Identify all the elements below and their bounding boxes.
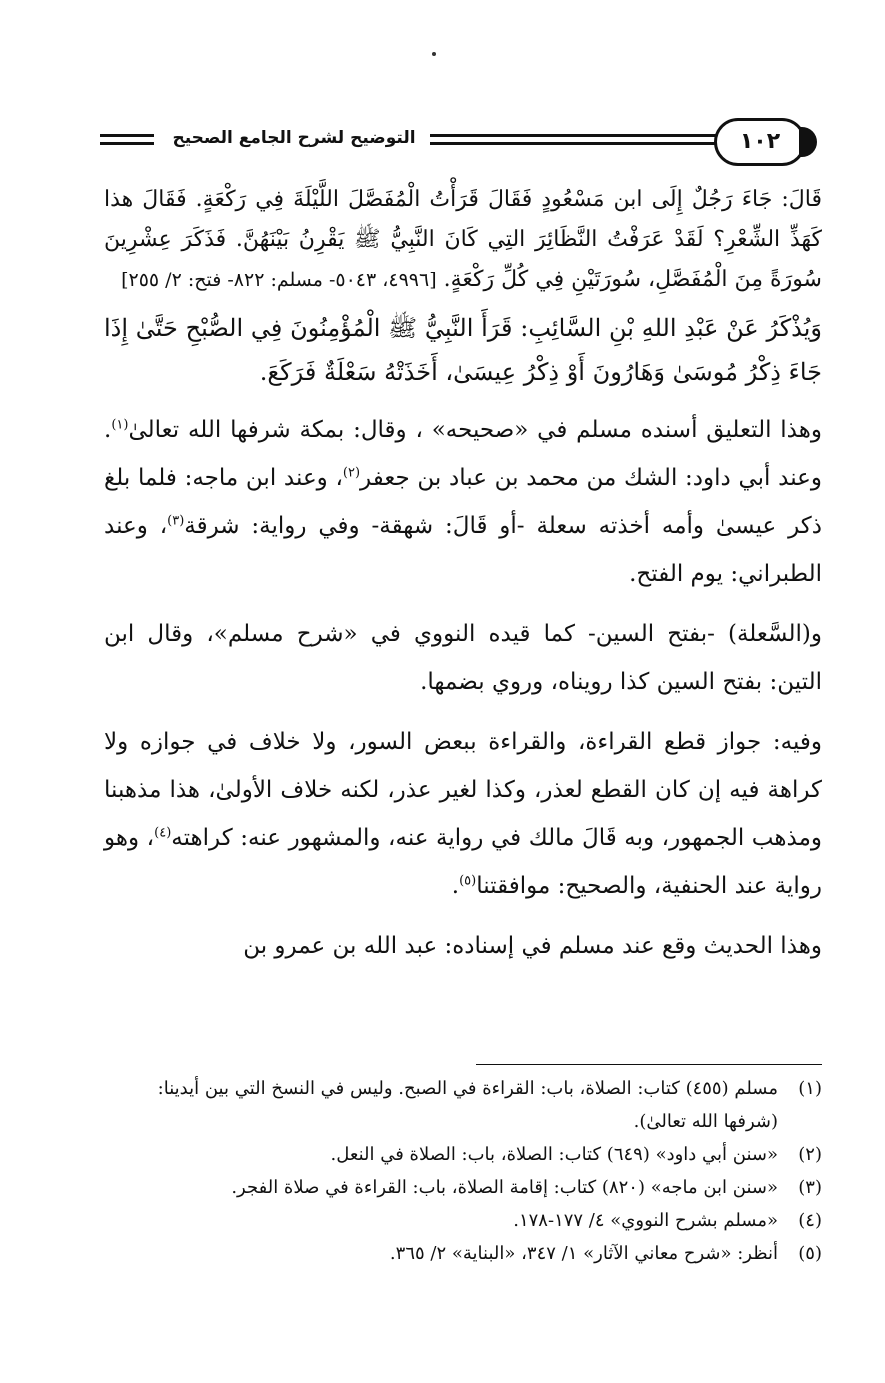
footnote-marker-1[interactable]: (١) [111, 417, 129, 433]
footnote-number: (٥) [798, 1243, 822, 1264]
commentary-paragraph-3 [104, 718, 822, 910]
footnote-text: «مسلم بشرح النووي» ٤/ ١٧٧-١٧٨. [513, 1210, 778, 1231]
footnote-text: أنظر: «شرح معاني الآثار» ١/ ٣٤٧، «البناية» ٢/ ٣٦٥. [389, 1243, 778, 1264]
hadith-reference: [٤٩٩٦، ٥٠٤٣- مسلم: ٨٢٢- فتح: ٢/ ٢٥٥] [121, 269, 437, 291]
footnote-2 [104, 1138, 822, 1171]
footnote-number: (٢) [798, 1144, 822, 1165]
hadith-paragraph [104, 180, 822, 300]
page-speck [432, 52, 436, 56]
footnote-marker-3[interactable]: (٣) [167, 513, 185, 529]
commentary-text: وفيه: جواز قطع القراءة، والقراءة ببعض السور، ولا خلاف في جوازه ولا كراهة فيه إن كان القطع لعذر، وكذا لغير عذر، لكنه خلاف الأولىٰ، هذا مذهبنا ومذهب الجمهور، وبه قَالَ مالك في رواية عنه، والمشهور عنه: كراهته [104, 729, 823, 851]
hadith-text: قَالَ: جَاءَ رَجُلٌ إِلَى ابن مَسْعُودٍ فَقَالَ قَرَأْتُ الْمُفَصَّلَ اللَّيْلَةَ فِي رَكْعَةٍ. فَقَالَ هذا كَهَذِّ الشِّعْرِ؟ لَقَدْ عَرَفْتُ النَّظَائِرَ التِي كَانَ النَّبِيُّ ﷺ يَقْرِنُ بَيْنَهُنَّ. فَذَكَرَ عِشْرِينَ سُورَةً مِنَ الْمُفَصَّلِ، سُورَتَيْنِ فِي كُلِّ رَكْعَةٍ. [104, 187, 822, 292]
footnote-number: (٣) [798, 1177, 822, 1198]
footnote-3 [104, 1171, 822, 1204]
footnote-marker-2[interactable]: (٢) [342, 465, 361, 481]
commentary-text: . [451, 873, 460, 899]
commentary-text: وهذا التعليق أسنده مسلم في «صحيحه» ، وقال: بمكة شرفها الله تعالىٰ [128, 417, 822, 443]
footnote-marker-5[interactable]: (٥) [459, 873, 477, 889]
footnote-number: (٤) [798, 1210, 822, 1231]
running-header [100, 118, 822, 170]
commentary-text: ، وعند الطبراني: يوم الفتح. [104, 513, 822, 587]
footnote-text: مسلم (٤٥٥) كتاب: الصلاة، باب: القراءة في الصبح. وليس في النسخ التي بين أيدينا: (شرفها الله تعالىٰ). [157, 1078, 778, 1132]
commentary-paragraph-1 [104, 406, 822, 598]
footnote-5 [104, 1237, 822, 1270]
footnote-number: (١) [798, 1078, 822, 1099]
footnote-1 [104, 1072, 822, 1138]
footnote-separator [476, 1064, 822, 1065]
header-rule-left [100, 134, 154, 150]
footnote-4 [104, 1204, 822, 1237]
book-title: التوضيح لشرح الجامع الصحيح [172, 128, 416, 148]
main-text [104, 180, 822, 982]
footnote-marker-4[interactable]: (٤) [154, 825, 172, 841]
commentary-paragraph-4: وهذا الحديث وقع عند مسلم في إسناده: عبد الله بن عمرو بن [243, 933, 822, 959]
commentary-text: . وعند أبي داود: الشك من محمد بن عباد بن جعفر [104, 417, 822, 491]
commentary-text: ، وعند ابن ماجه: فلما بلغ ذكر عيسىٰ وأمه أخذته سعلة -أو قَالَ: شهقة- وفي رواية: شرقة [104, 465, 822, 539]
footnote-text: «سنن ابن ماجه» (٨٢٠) كتاب: إقامة الصلاة، باب: القراءة في صلاة الفجر. [231, 1177, 778, 1198]
commentary-text: ، وهو رواية عند الحنفية، والصحيح: موافقتنا [104, 825, 822, 899]
footnotes [104, 1072, 822, 1270]
page-number-badge: ١٠٢ [714, 118, 806, 166]
narration-paragraph: وَيُذْكَرُ عَنْ عَبْدِ اللهِ بْنِ السَّائِبِ: قَرَأَ النَّبِيُّ ﷺ الْمُؤْمِنُونَ فِي الصُّبْحِ حَتَّىٰ إِذَا جَاءَ ذِكْرُ مُوسَىٰ وَهَارُونَ أَوْ ذِكْرُ عِيسَىٰ، أَخَذَتْهُ سَعْلَةٌ فَرَكَعَ. [104, 314, 822, 386]
commentary-paragraph-2: و(السَّعلة) -بفتح السين- كما قيده النووي في «شرح مسلم»، وقال ابن التين: بفتح السين كذا رويناه، وروي بضمها. [104, 621, 822, 695]
footnote-text: «سنن أبي داود» (٦٤٩) كتاب: الصلاة، باب: الصلاة في النعل. [330, 1144, 778, 1165]
